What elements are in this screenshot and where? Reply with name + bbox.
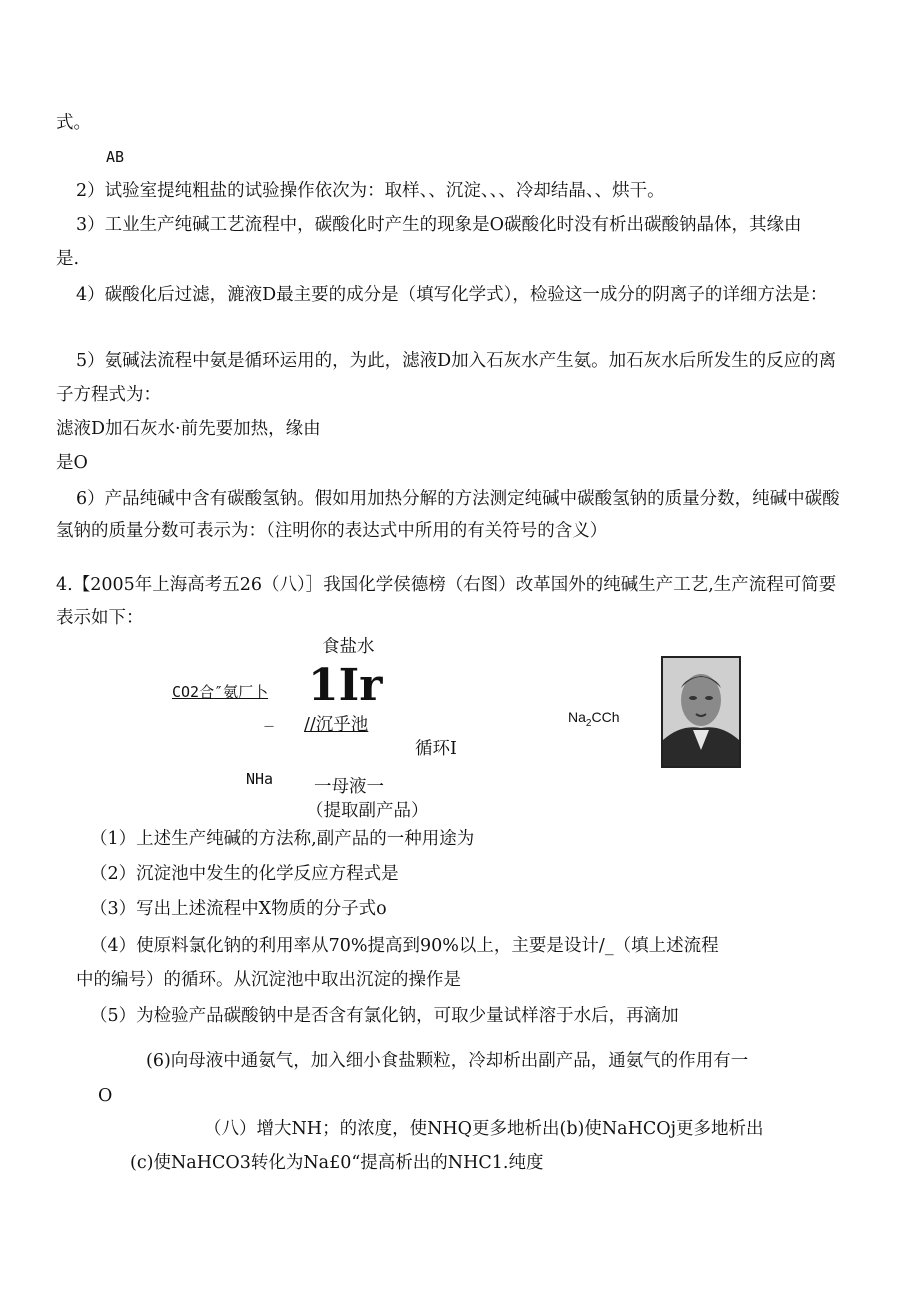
question-3-3: 3）工业生产纯碱工艺流程中，碳酸化时产生的现象是O碳酸化时没有析出碳酸钠晶体，其缘由 — [76, 215, 802, 235]
label-nh3: NHa — [246, 770, 274, 788]
label-cycle-i: 循环I — [415, 739, 457, 759]
question-3-2: 2）试验室提纯粗盐的试验操作依次为：取样、、沉淀、、、冷却结晶、、烘干。 — [76, 181, 665, 201]
question-3-5-heat: 滤液D加石灰水·前先要加热，缘由 — [56, 419, 321, 439]
question-3-3-cont: 是. — [56, 249, 80, 269]
option-a-b: （八）增大NH；的浓度，使NHQ更多地析出(b)使NaHCOj更多地析出 — [204, 1119, 764, 1139]
label-brine: 食盐水 — [322, 637, 375, 657]
problem-4-header: 4.【2005年上海高考五26（八）］我国化学侯德榜（右图）改革国外的纯碱生产工艺,生产流程可简要 — [56, 575, 837, 595]
problem-4-header-cont: 表示如下： — [56, 608, 144, 628]
question-3-5-reason: 是O — [56, 453, 88, 473]
question-4-4: （4）使原料氯化钠的利用率从70%提高到90%以上，主要是设计/_（填上述流程 — [90, 936, 719, 956]
option-c: (c)使NaHCO3转化为Na£0“提高析出的NHC1.纯度 — [130, 1153, 544, 1173]
question-4-1: （1）上述生产纯碱的方法称,副产品的一种用途为 — [90, 829, 475, 849]
question-4-5: （5）为检验产品碳酸钠中是否含有氯化钠，可取少量试样溶于水后，再滴加 — [90, 1006, 679, 1026]
dash-mark: — — [264, 721, 274, 732]
na2co3-subscript: 2 — [585, 717, 592, 729]
question-4-6-blank: O — [98, 1086, 113, 1106]
question-3-5-cont: 子方程式为： — [56, 385, 161, 405]
question-3-6-cont: 氢钠的质量分数可表示为：（注明你的表达式中所用的有关符号的含义） — [56, 521, 608, 541]
question-3-6: 6）产品纯碱中含有碳酸氢钠。假如用加热分解的方法测定纯碱中碳酸氢钠的质量分数，纯碱中碳酸 — [76, 489, 840, 509]
na2co3-prefix: Na — [568, 709, 586, 725]
text-line-ab: AB — [106, 148, 125, 166]
na2co3-suffix: CCh — [591, 709, 620, 725]
question-4-6: (6)向母液中通氨气，加入细小食盐颗粒，冷却析出副产品，通氨气的作用有一 — [146, 1051, 749, 1071]
hou-debang-portrait-image — [661, 656, 741, 768]
label-big-mark: 1Ir — [308, 660, 383, 711]
question-4-3: （3）写出上述流程中X物质的分子式o — [90, 899, 387, 919]
text-line-shi: 式。 — [56, 113, 91, 133]
label-na2co3 — [568, 706, 619, 735]
label-co2-ammonia-plant: CO2合″氨厂卜 — [172, 683, 269, 701]
label-by-product: （提取副产品） — [306, 801, 429, 821]
question-4-4-cont: 中的编号）的循环。从沉淀池中取出沉淀的操作是 — [76, 970, 461, 990]
label-mother-liquor: 一母液一 — [314, 777, 384, 797]
label-precipitation-tank: //沉乎池 — [304, 715, 369, 735]
question-3-4: 4）碳酸化后过滤，漉液D最主要的成分是（填写化学式），检验这一成分的阴离子的详细方法是： — [76, 285, 828, 305]
question-3-5: 5）氨碱法流程中氨是循环运用的，为此，滤液D加入石灰水产生氨。加石灰水后所发生的反应的离 — [76, 351, 837, 371]
question-4-2: （2）沉淀池中发生的化学反应方程式是 — [90, 864, 399, 884]
portrait-drawing — [663, 658, 739, 766]
